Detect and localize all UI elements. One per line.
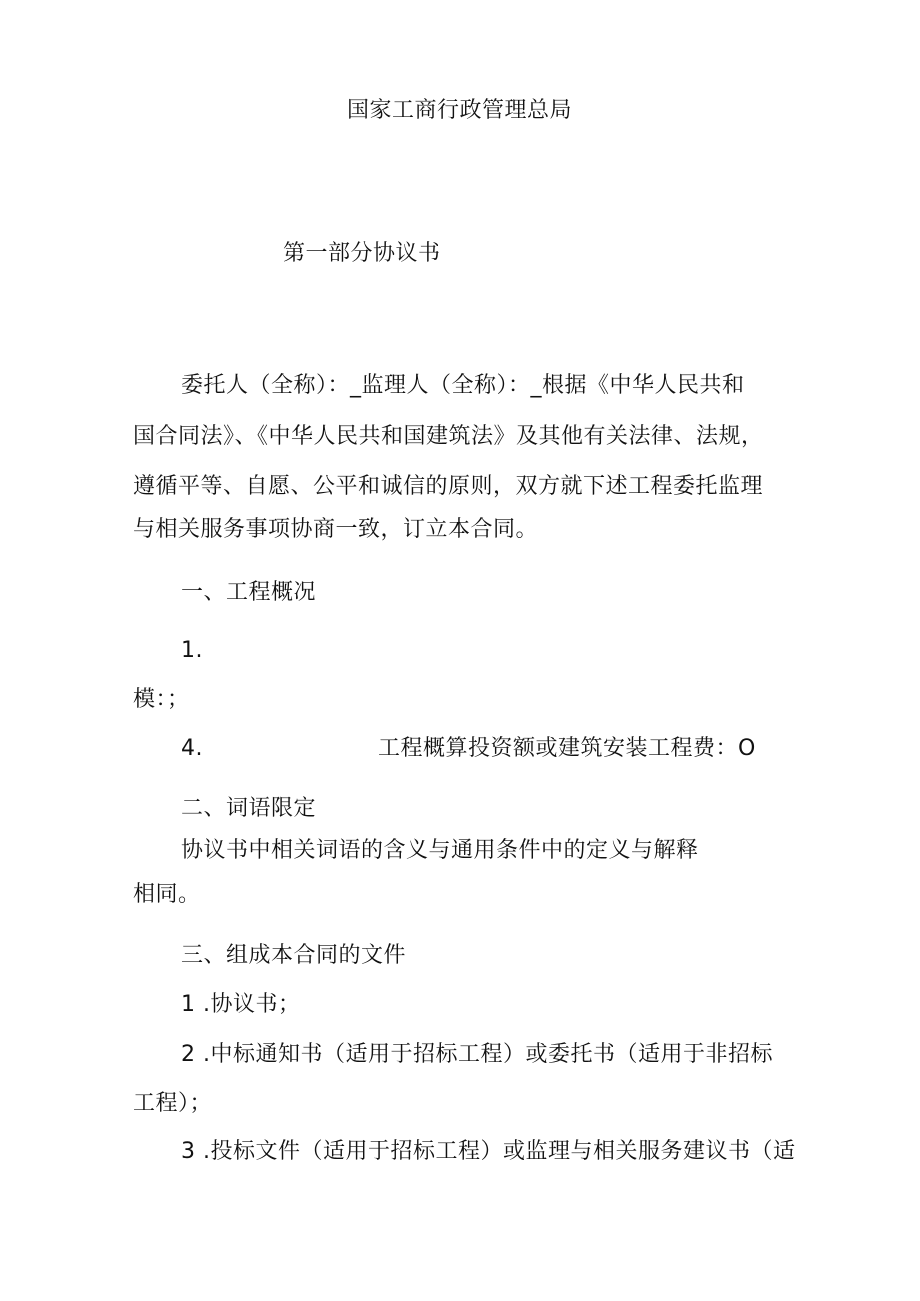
section-3-item-2-line-2: 工程）； bbox=[133, 1091, 213, 1116]
section-3-item-3-line-1: 3 .投标文件（适用于招标工程）或监理与相关服务建议书（适 bbox=[181, 1139, 796, 1164]
section-1-heading: 一、工程概况 bbox=[181, 580, 317, 605]
preamble-line-1: 委托人（全称）：_监理人（全称）：_根据《中华人民共和 bbox=[181, 373, 745, 398]
issuer-title: 国家工商行政管理总局 bbox=[347, 98, 573, 123]
preamble-line-2: 国合同法》、《中华人民共和国建筑法》及其他有关法律、法规， bbox=[133, 424, 764, 449]
section-2-body-line-2: 相同。 bbox=[133, 882, 201, 907]
section-3-item-2-line-1: 2 .中标通知书（适用于招标工程）或委托书（适用于非招标 bbox=[181, 1042, 773, 1067]
preamble-line-3: 遵循平等、自愿、公平和诚信的原则，双方就下述工程委托监理 bbox=[133, 474, 764, 499]
section-1-item-1-tail: 模：； bbox=[133, 687, 190, 712]
section-3-heading: 三、组成本合同的文件 bbox=[181, 943, 407, 968]
section-3-item-1: 1 .协议书； bbox=[181, 992, 301, 1017]
preamble-line-4: 与相关服务事项协商一致，订立本合同。 bbox=[133, 517, 539, 542]
section-2-heading: 二、词语限定 bbox=[181, 796, 317, 821]
section-1-item-4-number: 4. bbox=[181, 736, 203, 761]
section-1-item-4-text: 工程概算投资额或建筑安装工程费：O bbox=[378, 736, 756, 761]
part-title: 第一部分协议书 bbox=[283, 241, 441, 266]
section-2-body-line-1: 协议书中相关词语的含义与通用条件中的定义与解释 bbox=[181, 838, 699, 863]
section-1-item-1-number: 1. bbox=[181, 638, 203, 663]
